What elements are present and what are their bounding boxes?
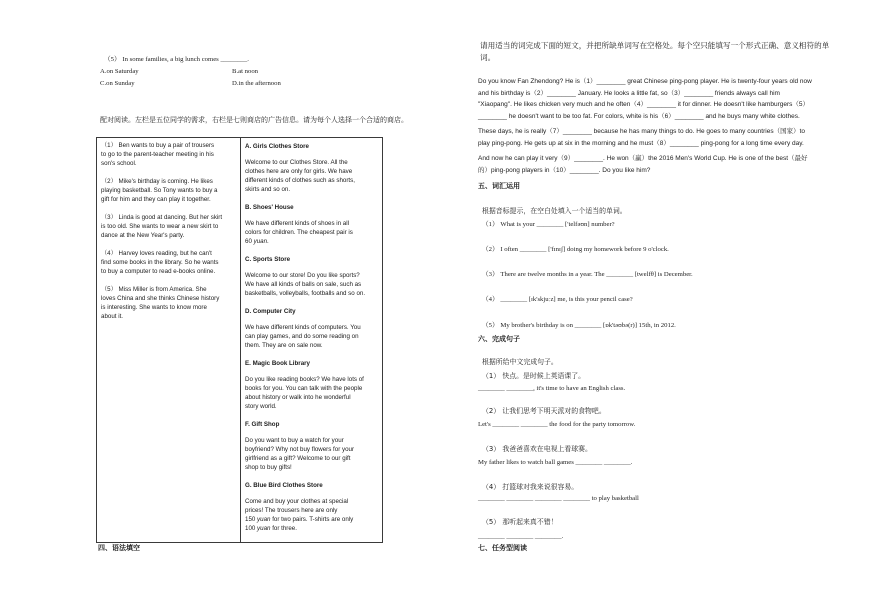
vocab-item: （3） There are twelve months in a year. The ________ [twelfθ] is December. [482,271,693,278]
sentence-chinese: （3） 我爸爸喜欢在电视上看球赛。 [482,445,592,453]
line-tail: for two pairs. T-shirts are only [270,516,354,523]
sentence-english: ________ ________ ________ ________ to play basketball [478,495,639,502]
line-tail: . [267,238,269,245]
store-line: can play games, and do some reading on [245,333,359,340]
need-line: to buy a computer to read e-books online. [101,268,216,275]
need-item [101,285,237,321]
store-ad-c [245,255,379,298]
need-line: son's school. [101,160,137,167]
store-ad-g [245,481,379,533]
need-line: is too old. She wants to wear a new skirt to [101,223,219,230]
store-line: skirts and so on. [245,186,291,193]
price-amount: 60 [245,238,254,245]
cloze-line: These days, he is really（7）________ because he has many things to do. He goes to many countries（国家）to [478,128,805,135]
stores-column [241,138,382,542]
currency-unit: yuan [253,238,268,245]
store-ad-f [245,420,379,472]
store-line: Do you want to buy a watch for your [245,437,344,444]
store-line [245,515,379,524]
store-title: C. Sports Store [245,256,291,263]
need-line: （5） Miss Miller is from America. She [101,286,207,293]
cloze-line: And now he can play it very（9）________. He won（赢）the 2016 Men's World Cup. He is one of the best（最好 [478,155,808,162]
store-line: girlfriend as a gift? Welcome to our gift [245,455,351,462]
cloze-line: play ping-pong. He gets up at six in the morning and he must（8）________ ping-pong for a long time every day. [478,139,804,147]
need-line: dance at the New Year's party. [101,232,185,239]
store-title: D. Computer City [245,308,296,315]
need-line: （1） Ben wants to buy a pair of trousers [101,142,215,149]
store-line: different kinds of clothes such as shorts, [245,177,355,184]
store-ad-b [245,203,379,246]
vocab-item: （5） My brother's birthday is on ________ [ɒk'təʊbə(r)] 15th, in 2012. [482,322,676,329]
need-item [101,249,237,276]
currency-unit: yuan [257,525,271,532]
store-line: prices! The trousers here are only [245,507,338,514]
question5-option-b: B.at noon [232,68,259,75]
section6-title: 六、完成句子 [478,335,520,343]
store-line: clothes here are only for girls. We have [245,168,353,175]
line-tail: for three. [270,525,297,532]
need-line: gift for him and they can play it together. [101,196,211,203]
section7-title: 七、任务型阅读 [478,544,527,552]
need-line: to go to the parent-teacher meeting in his [101,151,214,158]
need-line: （2） Mike's birthday is coming. He likes [101,178,213,185]
vocab-item: （1） What is your ________ ['telfəʊn] number? [482,221,615,228]
need-line: find some books in the library. So he wants [101,259,219,266]
store-line: basketballs, volleyballs, footballs and so on. [245,290,366,297]
section4-title: 四、语法填空 [98,544,140,552]
sentence-english: ________ ________, it's time to have an English class. [478,385,626,392]
store-line [245,237,379,246]
vocab-item: （4） ________ [ɪk'skjuːz] me, is this your pencil case? [482,296,633,303]
need-item [101,213,237,240]
sentence-chinese: （2） 让我们思考下明天派对的食物吧。 [482,407,606,415]
cloze-line: ________ he doesn't want to be too fat. For colors, white is his（6）________ and he buys many white clothes. [478,113,800,121]
question5-stem: （5） In some families, a big lunch comes ________. [104,56,249,63]
store-line: Welcome to our store! Do you like sports? [245,272,360,279]
section5-title: 五、词汇运用 [478,182,520,190]
store-title: A. Girls Clothes Store [245,143,309,150]
store-line: them. They are on sale now. [245,342,323,349]
store-line: story world. [245,403,277,410]
store-ad-d [245,307,379,350]
currency-unit: yuan [257,516,271,523]
cloze-line: "Xiaopang". He likes chicken very much and he often（4）________ it for dinner. He doesn't like hamburgers（5） [478,101,810,109]
store-line: Come and buy your clothes at special [245,498,349,505]
store-title: E. Magic Book Library [245,360,310,367]
need-line: （4） Harvey loves reading, but he can't [101,250,212,257]
sentence-english: My father likes to watch ball games ________ ________. [478,459,633,466]
vocab-item: （2） I often ________ ['fɪnɪʃ] doing my homework before 9 o'clock. [482,246,669,253]
need-line: is interesting. She wants to know more [101,304,207,311]
store-title: G. Blue Bird Clothes Store [245,482,323,489]
need-line: about it. [101,313,124,320]
cloze-paragraph-3 [478,153,808,176]
store-line: shop to buy gifts! [245,464,292,471]
store-line: books for you. You can talk with the people [245,385,363,392]
store-title: F. Gift Shop [245,421,280,428]
cloze-line: Do you know Fan Zhendong? He is（1）________ great Chinese ping-pong player. He is twenty-four years old now [478,78,812,85]
store-line: colors for children. The cheapest pair is [245,229,353,236]
store-line [245,524,379,533]
need-line: （3） Linda is good at dancing. But her skirt [101,214,223,221]
section6-instruction: 根据所给中文完成句子。 [482,358,558,366]
cloze-paragraph-2 [478,126,805,149]
store-line: Welcome to our Clothes Store. All the [245,159,348,166]
needs-column [97,138,241,542]
need-item [101,177,237,204]
store-ad-a [245,142,379,194]
store-line: We have all kinds of balls on sale, such as [245,281,362,288]
store-title: B. Shoes' House [245,204,294,211]
store-line: We have different kinds of computers. You [245,324,361,331]
section5-instruction: 根据音标提示，在空白处填入一个适当的单词。 [482,207,627,215]
sentence-english: Let's ________ ________ the food for the party tomorrow. [478,421,636,428]
store-line: boyfriend? Why not buy flowers for your [245,446,355,453]
question5-option-c: C.on Sunday [100,80,135,87]
store-line: Do you like reading books? We have lots of [245,376,364,383]
store-ad-e [245,359,379,411]
sentence-english: ________ ________ ________. [478,533,564,540]
cloze-instruction: 请用适当的词完成下面的短文，并把所缺单词写在空格处。每个空只能填写一个形式正确、意义相符的单词。 [480,41,830,62]
cloze-line: 的）ping-pong players in（10）________. Do you like him? [478,166,651,174]
store-line: We have different kinds of shoes in all [245,220,349,227]
sentence-chinese: （4） 打篮球对我来说很容易。 [482,483,579,491]
price-amount: 100 [245,525,258,532]
store-line: about history or walk into he wonderful [245,394,351,401]
need-line: loves China and she thinks Chinese history [101,295,220,302]
sentence-chinese: （1） 快点。是时候上英语课了。 [482,372,586,380]
matching-table [96,137,383,543]
need-line: playing basketball. So Tony wants to buy a [101,187,218,194]
cloze-paragraph-1 [478,76,812,123]
sentence-chinese: （5） 那听起来真不错！ [482,518,558,526]
question5-option-d: D.in the afternoon [232,80,281,87]
need-item [101,141,237,168]
price-amount: 150 [245,516,258,523]
matching-instruction: 配对阅读。左栏是五位同学的需求，右栏是七则商店的广告信息。请为每个人选择一个合适的商店。 [100,116,408,124]
question5-option-a: A.on Saturday [100,68,139,75]
cloze-line: and his birthday is（2）________ January. He looks a little fat, so（3）________ friends always call him [478,89,780,97]
